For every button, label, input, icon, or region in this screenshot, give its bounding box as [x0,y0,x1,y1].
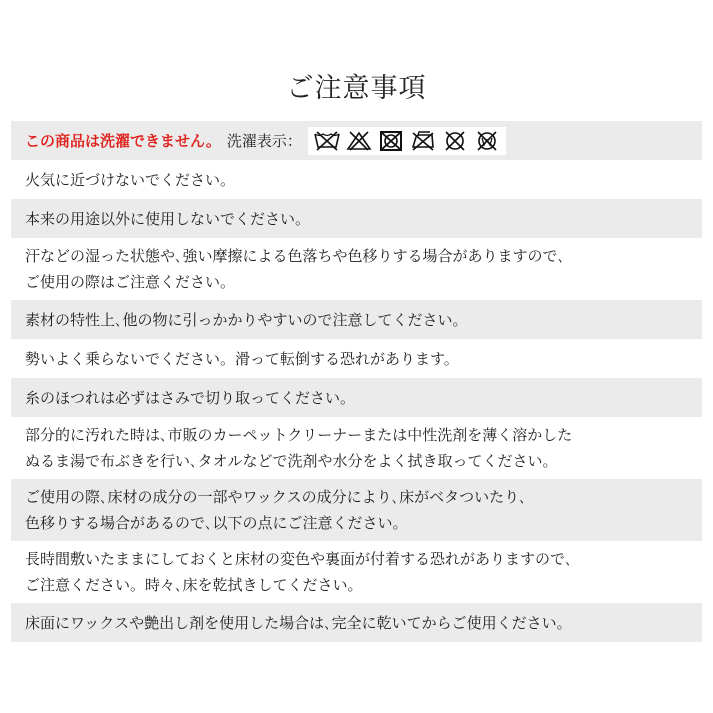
notice-item [11,160,702,199]
notice-item [11,541,702,603]
no-wash-tub-icon [314,130,340,152]
notice-item [11,378,702,417]
notice-item-care [11,121,702,160]
notice-line: ぬるま湯で布ぶきを行い､タオルなどで洗剤や水分をよく拭き取ってください。 [25,452,558,470]
notice-list [11,121,702,642]
notice-item [11,238,702,300]
notice-line: 火気に近づけないでください。 [25,170,236,189]
no-tumble-dry-icon [378,130,404,152]
notice-line: ご注意ください。時々､床を乾拭きしてください。 [25,576,363,594]
notice-item [11,479,702,541]
notice-line: 色移りする場合があるので､以下の点にご注意ください。 [25,514,408,532]
notice-line: 汗などの湿った状態や､強い摩擦による色落ちや色移りする場合がありますので､ [25,247,566,265]
notice-item [11,603,702,642]
no-dry-clean-icon [442,130,468,152]
no-wash-warning: この商品は洗濯できません。 [25,131,221,150]
notice-item [11,417,702,479]
no-bleach-triangle-icon [346,130,372,152]
notice-line: 床面にワックスや艶出し剤を使用した場合は､完全に乾いてからご使用ください。 [25,613,572,632]
notice-line: 勢いよく乗らないでください。滑って転倒する恐れがあります。 [25,349,459,368]
care-icons [308,127,506,155]
notice-line: ご使用の際､床材の成分の一部やワックスの成分により､床がベタついたり､ [25,488,527,506]
notice-item [11,199,702,238]
notice-line: 長時間敷いたままにしておくと床材の変色や裏面が付着する恐れがありますので､ [25,550,573,568]
no-iron-icon [410,130,436,152]
care-label: 洗濯表示： [226,131,302,150]
notice-line: ご使用の際はご注意ください。 [25,273,236,291]
notice-item [11,300,702,339]
page-title: ご注意事項 [286,73,427,104]
notice-line: 糸のほつれは必ずはさみで切り取ってください。 [25,388,356,407]
notice-line: 本来の用途以外に使用しないでください。 [25,209,311,228]
no-wet-clean-icon [474,130,500,152]
notice-item [11,339,702,378]
notice-line: 素材の特性上､他の物に引っかかりやすいので注意してください。 [25,310,468,329]
notice-line: 部分的に汚れた時は､市販のカーペットクリーナーまたは中性洗剤を薄く溶かした [25,426,573,444]
